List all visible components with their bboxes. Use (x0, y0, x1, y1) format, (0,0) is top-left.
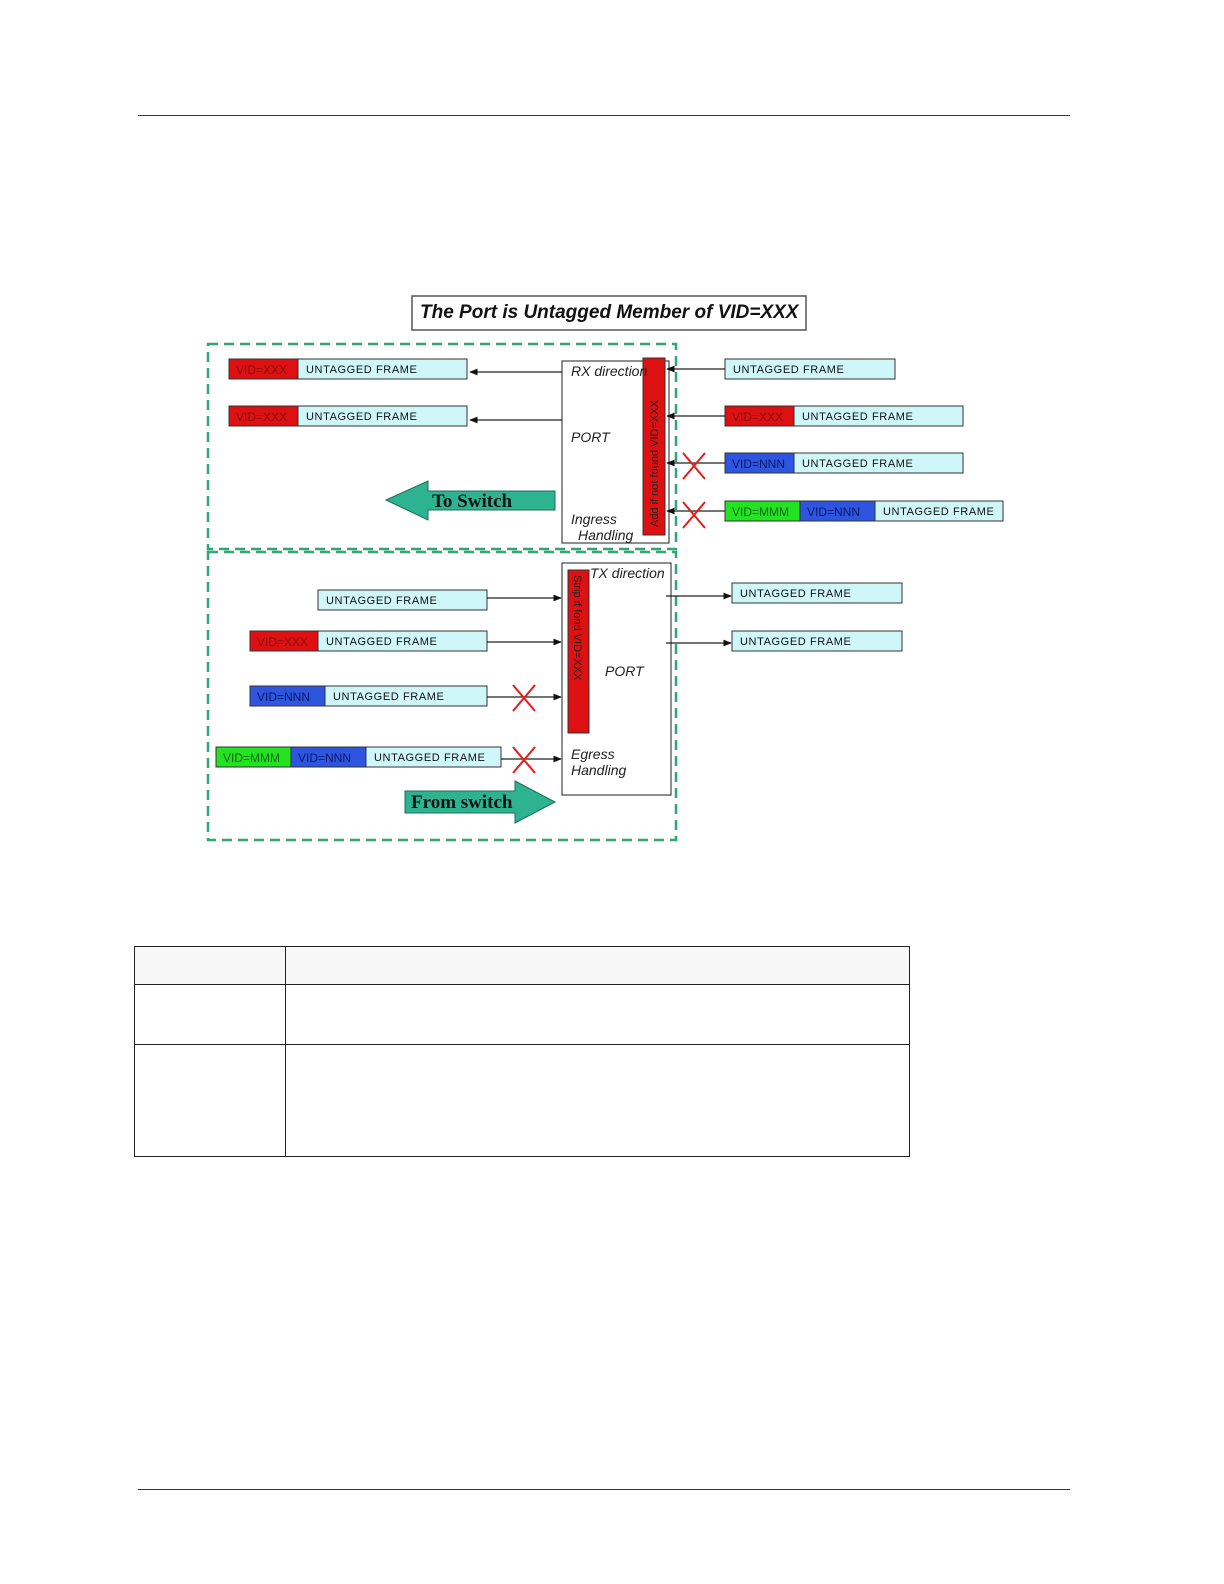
vid-xxx-tag-label: VID=XXX (732, 410, 784, 424)
to-switch-label: To Switch (432, 491, 513, 512)
untagged-frame-label: UNTAGGED FRAME (333, 691, 445, 703)
table-header-row (135, 947, 910, 985)
table-cell (286, 1045, 910, 1157)
vid-xxx-tag-label: VID=XXX (257, 635, 309, 649)
ingress-port-label: PORT (571, 429, 610, 445)
frame (725, 359, 895, 379)
vid-mmm-tag-label: VID=MMM (732, 505, 789, 519)
frame (725, 406, 963, 426)
vid-xxx-tag-label: VID=XXX (236, 363, 288, 377)
frame (732, 631, 902, 651)
untagged-frame-label: UNTAGGED FRAME (326, 595, 438, 607)
untagged-frame-label: UNTAGGED FRAME (326, 636, 438, 648)
untagged-frame-label: UNTAGGED FRAME (740, 588, 852, 600)
untagged-frame-label: UNTAGGED FRAME (740, 636, 852, 648)
untagged-frame-label: UNTAGGED FRAME (374, 752, 486, 764)
untagged-frame-label: UNTAGGED FRAME (306, 411, 418, 423)
frame (229, 406, 467, 426)
ingress-handling-line1: Ingress (571, 511, 617, 527)
frame (250, 686, 487, 706)
egress-handling-line1: Egress (571, 746, 615, 762)
untagged-frame-label: UNTAGGED FRAME (306, 364, 418, 376)
footer-rule (138, 1489, 1070, 1490)
info-table (134, 946, 910, 1157)
untagged-frame-label: UNTAGGED FRAME (883, 506, 995, 518)
tx-direction-label: TX direction (590, 565, 665, 581)
vid-nnn-tag-label: VID=NNN (807, 505, 861, 519)
frame (250, 631, 487, 651)
untagged-frame-label: UNTAGGED FRAME (733, 364, 845, 376)
untagged-frame-label: UNTAGGED FRAME (802, 458, 914, 470)
frame (725, 453, 963, 473)
frame (318, 590, 487, 610)
vid-xxx-tag-label: VID=XXX (236, 410, 288, 424)
vid-nnn-tag-label: VID=NNN (257, 690, 311, 704)
vid-nnn-tag-label: VID=NNN (732, 457, 786, 471)
table-cell (135, 985, 286, 1045)
vid-mmm-tag-label: VID=MMM (223, 751, 280, 765)
diagram-title: The Port is Untagged Member of VID=XXX (420, 302, 799, 323)
table-header-cell (286, 947, 910, 985)
table-cell (135, 1045, 286, 1157)
reject-x-icon (683, 502, 705, 528)
frame (725, 501, 1003, 521)
rx-direction-label: RX direction (571, 363, 648, 379)
egress-strip-bar-label: Strip if fond VID=XXX (571, 575, 583, 681)
reject-x-icon (513, 685, 535, 711)
reject-x-icon (683, 453, 705, 479)
egress-port-label: PORT (605, 663, 644, 679)
table-row (135, 985, 910, 1045)
ingress-add-bar-label: Add if not found VID=XXX (649, 400, 661, 527)
frame (229, 359, 467, 379)
reject-x-icon (513, 747, 535, 773)
frame (216, 747, 501, 767)
table-row (135, 1045, 910, 1157)
table-cell (286, 985, 910, 1045)
egress-handling-line2: Handling (571, 762, 627, 778)
ingress-handling-line2: Handling (578, 527, 634, 543)
untagged-frame-label: UNTAGGED FRAME (802, 411, 914, 423)
vid-nnn-tag-label: VID=NNN (298, 751, 352, 765)
from-switch-label: From switch (411, 792, 513, 813)
table-header-cell (135, 947, 286, 985)
frame (732, 583, 902, 603)
